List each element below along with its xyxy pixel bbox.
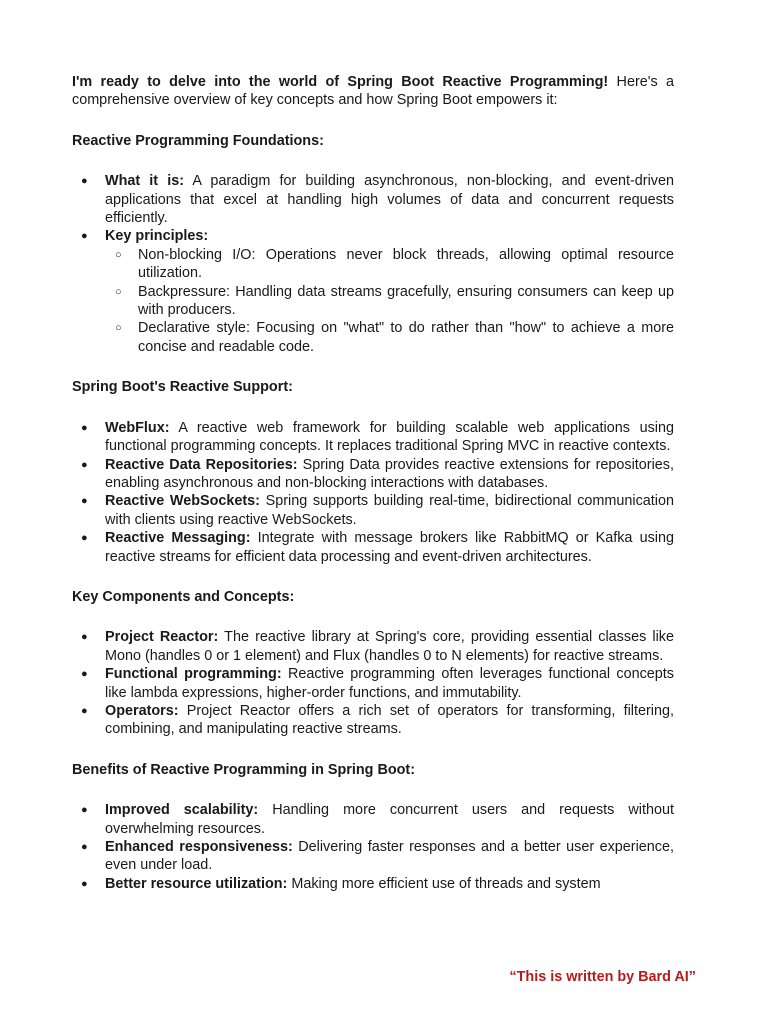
section-title-components: Key Components and Concepts: [72,588,295,605]
section-title-foundations: Reactive Programming Foundations: [72,132,324,149]
document-body [72,73,674,893]
item-label: Better resource utilization: [105,875,288,892]
item-text: Spring supports building real-time, bidirectional communication with clients using reactive WebSockets. [105,493,674,528]
item-label: Operators: [105,702,179,719]
item-text: Handling more concurrent users and requests without overwhelming resources. [105,802,675,837]
foundations-list [72,172,674,356]
sub-list-item: ○ Declarative style: Focusing on "what" to do rather than "how" to achieve a more concise and readable code. [105,319,674,356]
item-text: Spring Data provides reactive extensions for repositories, enabling asynchronous and non-blocking interactions with databases. [105,456,674,491]
list-item [72,628,674,665]
list-item [72,702,674,739]
list-item [72,227,674,356]
intro-lead: I'm ready to delve into the world of Spring Boot Reactive Programming! [72,74,609,90]
list-item [72,529,674,566]
list-item [72,875,674,893]
list-item [72,172,674,227]
benefits-list [72,801,674,893]
item-label: What it is: [105,173,185,190]
list-item [72,665,674,702]
list-item [72,419,674,456]
intro-paragraph [72,73,674,110]
item-label: Enhanced responsiveness: [105,839,293,855]
support-list [72,419,674,566]
item-label: WebFlux: [105,419,170,436]
item-text: Delivering faster responses and a better user experience, even under load. [105,839,674,874]
item-label: Functional programming: [105,666,282,683]
intro-rest: Here's a comprehensive overview of key concepts and how Spring Boot empowers it: [72,74,674,109]
item-text: The reactive library at Spring's core, providing essential classes like Mono (handles 0 or 1 element) and Flux (handles 0 to N elements) for reactive streams. [105,629,674,664]
list-item [72,838,674,875]
item-text: Making more efficient use of threads and system [287,875,601,892]
item-label: Reactive Messaging: [105,530,251,547]
list-item [72,456,674,493]
item-text: A reactive web framework for building scalable web applications using functional programming concepts. It replaces traditional Spring MVC in reactive contexts. [105,419,674,455]
components-list [72,628,674,738]
item-label: Key principles: [105,228,209,245]
item-label: Reactive Data Repositories: [105,456,298,473]
item-label: Improved scalability: [105,802,259,819]
item-text: Project Reactor offers a rich set of operators for transforming, filtering, combining, and manipulating reactive streams. [105,702,674,738]
sub-list-item: ○ Non-blocking I/O: Operations never block threads, allowing optimal resource utilization. [105,246,674,283]
item-text: A paradigm for building asynchronous, non-blocking, and event-driven applications that excel at handling high volumes of data and concurrent requests efficiently. [105,173,674,227]
signature-note: “This is written by Bard AI” [509,969,696,985]
item-text: Reactive programming often leverages functional concepts like lambda expressions, higher-order functions, and immutability. [105,666,674,701]
principles-sublist [105,246,674,356]
list-item [72,492,674,529]
item-label: Project Reactor: [105,629,219,646]
list-item [72,801,674,838]
item-text: Integrate with message brokers like RabbitMQ or Kafka using reactive streams for efficient data processing and event-driven architectures. [105,530,674,565]
section-title-benefits: Benefits of Reactive Programming in Spring Boot: [72,761,416,778]
sub-list-item: ○ Backpressure: Handling data streams gracefully, ensuring consumers can keep up with producers. [105,283,674,320]
section-title-support: Spring Boot's Reactive Support: [72,379,293,396]
item-label: Reactive WebSockets: [105,493,260,510]
